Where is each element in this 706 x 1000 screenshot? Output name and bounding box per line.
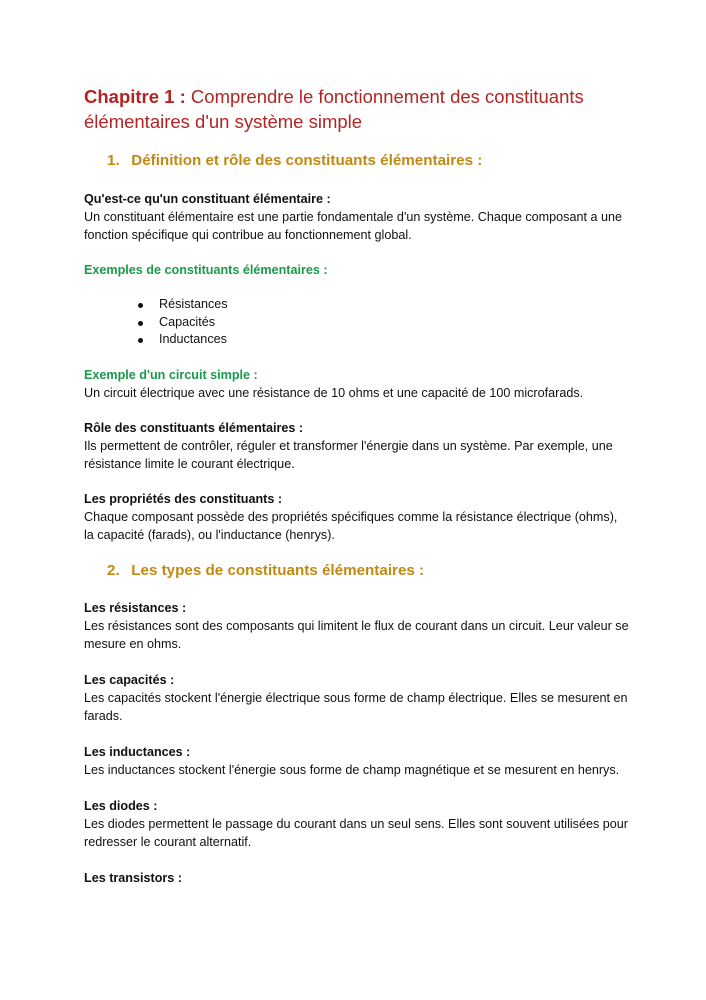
section-1-title: Définition et rôle des constituants élémentaires :: [131, 152, 483, 169]
properties-label: Les propriétés des constituants :: [84, 491, 283, 506]
inductances-label: Les inductances :: [84, 744, 191, 759]
definition-text: Un constituant élémentaire est une partie fondamentale d'un système. Chaque composant a une fonction spécifique qui contribue au fonctionnement global.: [84, 210, 622, 242]
list-item-label: Résistances: [159, 297, 228, 311]
definition-label: Qu'est-ce qu'un constituant élémentaire :: [84, 192, 331, 206]
section-2-number: 2.: [107, 561, 120, 579]
section-2-title: Les types de constituants élémentaires :: [131, 561, 425, 579]
circuit-example-label: Exemple d'un circuit simple :: [84, 367, 258, 382]
examples-label: Exemples de constituants élémentaires :: [84, 263, 328, 277]
resistances-text: Les résistances sont des composants qui limitent le flux de courant dans un circuit. Leur valeur se mesure en ohms.: [84, 618, 629, 651]
chapter-title-text: Comprendre le fonctionnement des constituants élémentaires d'un système simple: [84, 86, 584, 132]
document-page: [84, 84, 629, 887]
circuit-example-text: Un circuit électrique avec une résistance de 10 ohms et une capacité de 100 microfarads.: [84, 385, 584, 400]
bullet-icon: [138, 338, 143, 343]
list-item: [84, 331, 629, 349]
diodes-label: Les diodes :: [84, 798, 158, 813]
examples-block: [84, 261, 629, 279]
diodes-text: Les diodes permettent le passage du courant dans un seul sens. Elles sont souvent utilisées pour redresser le courant alternatif.: [84, 816, 628, 849]
role-block: [84, 419, 629, 473]
transistors-label: Les transistors :: [84, 870, 182, 885]
list-item-label: Capacités: [159, 314, 216, 329]
resistances-label: Les résistances :: [84, 600, 187, 615]
definition-block: [84, 190, 629, 244]
chapter-title: [84, 84, 629, 134]
properties-block: [84, 490, 629, 544]
bullet-icon: [138, 321, 143, 326]
list-item: [84, 296, 629, 314]
section-1-heading: [84, 151, 629, 171]
resistances-block: [84, 599, 629, 653]
circuit-example-block: [84, 366, 629, 402]
bullet-icon: [138, 303, 143, 308]
section-1-number: 1.: [107, 152, 120, 169]
list-item-label: Inductances: [159, 332, 227, 347]
examples-list: [84, 296, 629, 349]
capacites-text: Les capacités stockent l'énergie électrique sous forme de champ électrique. Elles se mesurent en farads.: [84, 690, 628, 723]
transistors-block: [84, 869, 629, 887]
role-text: Ils permettent de contrôler, réguler et transformer l'énergie dans un système. Par exemple, une résistance limite le courant électrique.: [84, 438, 613, 471]
inductances-block: [84, 743, 629, 779]
capacites-block: [84, 671, 629, 725]
list-item: [84, 314, 629, 332]
chapter-prefix: Chapitre 1 :: [84, 86, 186, 107]
inductances-text: Les inductances stockent l'énergie sous forme de champ magnétique et se mesurent en henrys.: [84, 762, 620, 777]
section-2-heading: [84, 561, 629, 581]
properties-text: Chaque composant possède des propriétés spécifiques comme la résistance électrique (ohms), la capacité (farads), ou l'inductance (henrys).: [84, 509, 618, 542]
capacites-label: Les capacités :: [84, 672, 175, 687]
diodes-block: [84, 797, 629, 851]
role-label: Rôle des constituants élémentaires :: [84, 420, 304, 435]
